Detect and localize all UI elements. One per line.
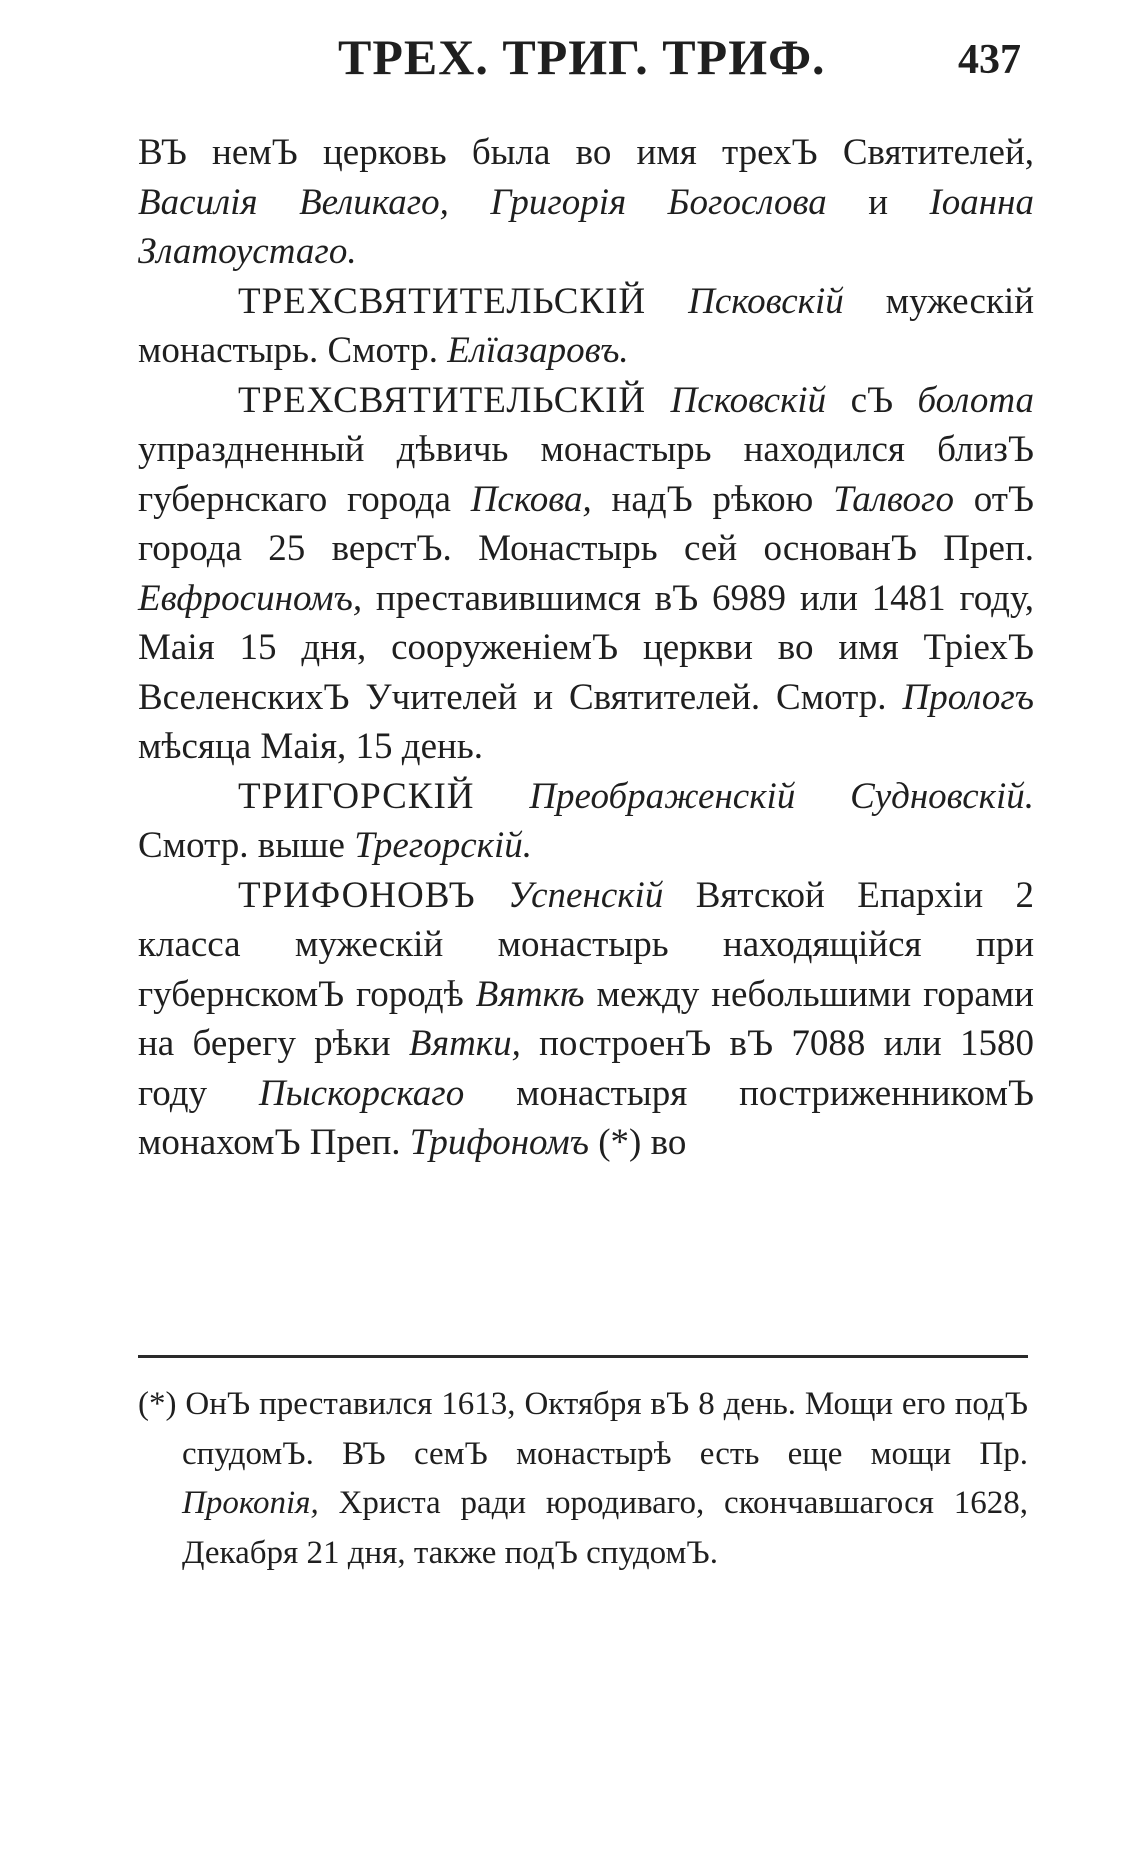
body-text xyxy=(138,128,1034,1168)
italic-run: Трегорскій. xyxy=(354,825,532,866)
italic-run: Псковскій xyxy=(670,379,827,421)
text-run: (*) ОнЪ преставился 1613, Октября вЪ 8 день. Мощи его подЪ спудомЪ. ВЪ семЪ монастырѣ есть еще мощи Пр. xyxy=(138,1386,1028,1472)
italic-run: болота xyxy=(917,379,1034,421)
text-run: преставившимся вЪ 6989 или 1481 году, Маія 15 дня, сооруженіемЪ церкви во имя ТріехЪ ВселенскихЪ Учителей и Святителей. Смотр. xyxy=(138,577,1034,718)
italic-run: Василія Великаго, Григорія Богослова xyxy=(138,181,827,223)
page-header xyxy=(0,28,1140,98)
text-run: монастыря постриженникомЪ монахомЪ Преп. xyxy=(138,1072,1034,1163)
text-run: ВЪ немЪ церковь была во имя трехЪ Святителей, xyxy=(138,132,1034,173)
text-run: отЪ города 25 верстЪ. Монастырь сей основанЪ Преп. xyxy=(138,478,1035,569)
text-run: мужескій монастырь. Смотр. xyxy=(138,280,1034,371)
text-run: надЪ рѣкою xyxy=(591,478,834,520)
italic-run: Трифономъ xyxy=(409,1122,589,1163)
italic-run: Іоанна Златоустаго. xyxy=(138,181,1034,272)
italic-run: Прологъ xyxy=(902,676,1034,718)
entry-heading: ТРИГОРСКІЙ xyxy=(238,775,475,817)
italic-run: Пыскорскаго xyxy=(258,1072,465,1114)
page-number: 437 xyxy=(958,37,1021,83)
italic-run: Евфросиномъ, xyxy=(138,577,363,619)
italic-run: Талвого xyxy=(833,478,954,520)
text-run xyxy=(475,776,530,817)
text-run: упраздненный дѣвичь монастырь находился близЪ губернскаго города xyxy=(138,429,1034,520)
entry-paragraph xyxy=(138,772,1034,871)
entry-paragraph xyxy=(138,376,1034,772)
italic-run: Псковскій xyxy=(688,280,844,322)
text-run xyxy=(646,281,688,322)
italic-run: Елïазаровъ. xyxy=(447,330,629,371)
text-run: мѣсяца Маія, 15 день. xyxy=(138,726,483,767)
footnote-rule xyxy=(138,1355,1028,1358)
text-run: между небольшими горами на берегу рѣки xyxy=(138,973,1034,1064)
entry-heading: ТРИФОНОВЪ xyxy=(238,874,476,916)
text-run: (*) во xyxy=(588,1122,687,1163)
entry-paragraph xyxy=(138,277,1034,376)
text-run: Христа ради юродиваго, скончавшагося 1628, Декабря 21 дня, также подЪ спудомЪ. xyxy=(182,1485,1028,1571)
entry-heading: ТРЕХСВЯТИТЕЛЬСКІЙ xyxy=(238,280,647,322)
entry-heading: ТРЕХСВЯТИТЕЛЬСКІЙ xyxy=(238,379,647,421)
italic-run: Вятки, xyxy=(408,1023,521,1064)
italic-run: Пскова, xyxy=(470,478,592,520)
text-run: Смотр. выше xyxy=(138,825,355,866)
italic-run: Вяткѣ xyxy=(475,973,585,1015)
text-run: и xyxy=(826,181,930,223)
text-run: построенЪ вЪ 7088 или 1580 году xyxy=(138,1023,1034,1114)
text-run: Вятской Епархіи 2 класса мужескій монастырь находящійся при губернскомЪ городѣ xyxy=(138,874,1034,1015)
italic-run: Прокопія, xyxy=(182,1485,319,1521)
text-run xyxy=(646,380,670,421)
text-run: сЪ xyxy=(826,379,918,421)
running-title: ТРЕХ. ТРИГ. ТРИФ. xyxy=(338,29,826,85)
italic-run: Успенскій xyxy=(507,874,664,916)
paragraph-continuation xyxy=(138,128,1034,277)
footnote xyxy=(138,1380,1028,1578)
italic-run: Преображенскій Судновскій. xyxy=(529,775,1035,817)
footnote-text xyxy=(138,1380,1028,1578)
entry-paragraph xyxy=(138,871,1034,1168)
text-run xyxy=(476,875,508,916)
